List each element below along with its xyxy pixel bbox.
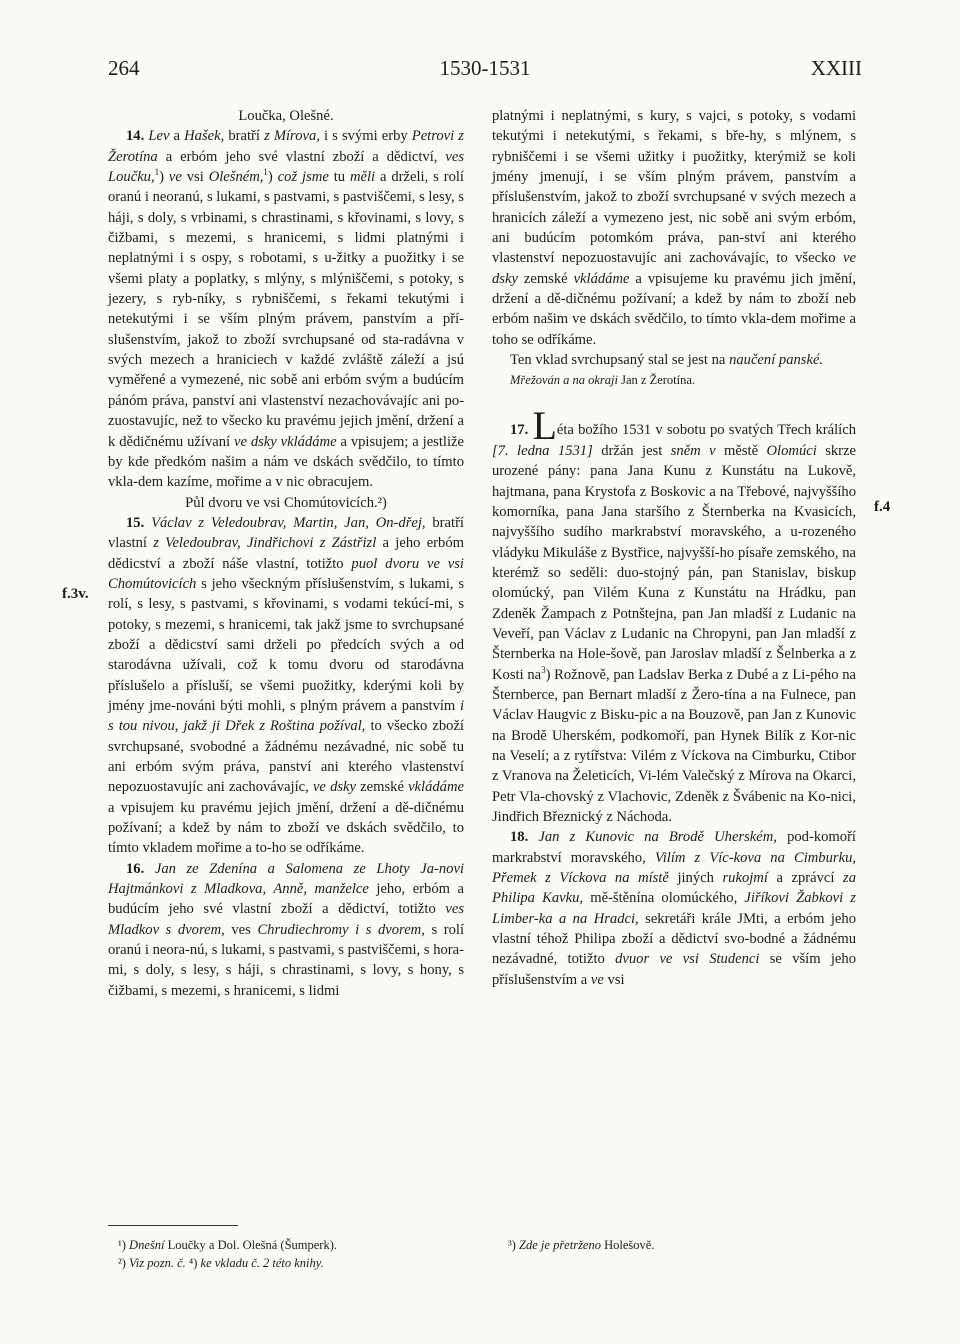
- footnote-1: [118, 1236, 458, 1254]
- left-column: [108, 106, 464, 1001]
- footnotes-left: [118, 1236, 458, 1272]
- footnote-2-mark: ²): [118, 1256, 126, 1270]
- chapter-number: XXIII: [810, 56, 862, 80]
- footnote-3-text: Zde je přetrženo Holešově.: [519, 1238, 655, 1252]
- footnote-1-text: Dnešní Loučky a Dol. Olešná (Šumperk).: [129, 1238, 337, 1252]
- paragraph-p18: 18. Jan z Kunovic na Brodě Uherském, pod-komoří markrabství moravského, Vilím z Víc-kova na Cimburku, Přemek z Víckova na místě jiných rukojmí a zprávcí za Philipa Kavku, mě-štěnína olomúckého, Jiříkovi Žabkovi z Limber-ka a na Hradci, sekretáři krále JMti, a erbóm jeho vlastní téhož Philipa zboží a dědictví svo-bodné a žádnému nezávadné, totižto dvuor ve vsi Studenci se vším jeho příslušenstvím a ve vsi: [492, 829, 857, 988]
- footnote-2-text: Viz pozn. č. ⁴) ke vkladu č. 2 této knihy.: [129, 1256, 324, 1270]
- paragraph-p16: 16. Jan ze Zdenína a Salomena ze Lhoty Ja-novi Hajtmánkovi z Mladkova, Anně, manželce jeho, erbóm a budúcím jeho své vlastní zboží a dědictví, totižto ves Mladkov s dvorem, ves Chrudiechromy i s dvorem, s rolí oranú i neora-nú, s lukami, s pastvami, s pastviščemi, s hora-mi, s doly, s lesy, s háji, s chrastinami, s lovy, s hony, s čižbami, s mezemi, s hranicemi, s lidmi: [108, 860, 464, 999]
- paragraph-p17: 17. Léta božího 1531 v sobotu po svatých Třech králích [7. ledna 1531] držán jest sněm v městě Olomúci skrze urozené pány: pana Jana Kunu z Kunstátu na Lukově, hajtmana, pana Krystofa z Boskovic a na Třebové, najvyššího komorníka, pana Jana staršího z Šternberka na Kvasicích, najvyššího sudího markrabství moravského, a u-rozeného vládyku Mikuláše z Bystřice, najvyšší-ho písaře zemského, na kterémž so seděli: duo-stojný pán, pan Stanislav, biskup olomúcký, pan Vilém Kuna z Kunstátu na Hrádku, pan Zdeněk Žampach z Potnštejna, pan Jan mladší z Ludanic na Veveří, pan Václav z Ludanic na Chropyni, pan Jan mladší z Šternberka na Hole-šově, pan Jaroslav mladší z Šelnberka a z Kosti $na^3$) Rožnově, pan Ladslav Berka z Dubé a z Li-pého na Šternberce, pan Bernart mladší z Žero-tína a na Fulnece, pan Václav Haugvic z Bisku-pic a na Bouzově, pan Jan z Kunovic na Brodě Uherském, podkomoří, pan Hynek Bilík z Kor-nic na Veselí; a z rytířstva: Vilém z Víckova na Cimburku, Ctibor z Vranova na Želeticích, Vi-lém Valečský z Mírova na Okarci, Petr Vla-chovský z Vlachovic, Zdeněk z Švábenic na Ko-nici, Jindřich Březnický z Náchoda.: [492, 403, 856, 825]
- margin-note-folio-right: f.4: [874, 499, 891, 515]
- footnotes-right: [508, 1236, 848, 1254]
- paragraph-p16c: Ten vklad svrchupsaný stal se jest na naučení panské.: [510, 352, 824, 369]
- paragraph-p16b: platnými i neplatnými, s kury, s vajci, s potoky, s vodami tekutými i netekutými, s řekami, s bře-hy, s mlýnem, s rybniščemi i se všemi užitky i puožitky, kterýmiž se koli jmény jmenují, i se vším plným právem, panstvím a příslušenstvím, jakož to zboží svrchupsané v svých mezech a hranicích záleží a vymezeno jest, nic sobě ani svým erbóm, ani budúcím potomkóm práva, pan-ství ani kterého vlastenství nepozuostavujíc ani zachovávajíc, to všecko ve dsky zemské vkládáme a vpisujeme ku pravému jich jmění, držení a dě-dičnému požívaní; a kdež by nám to zboží neb erbóm našim ve dskách svědčilo, to tímto vkla-dem mořime a toho se odříkáme.: [492, 108, 856, 348]
- right-column: [492, 106, 856, 990]
- page-header: [108, 56, 862, 86]
- footnote-1-mark: ¹): [118, 1238, 126, 1252]
- paragraph-p15: 15. Václav z Veledoubrav, Martin, Jan, On-dřej, bratří vlastní z Veledoubrav, Jindřichovi z Zástřizl a jeho erbóm dědicství a zboží náše vlastní, totižto puol dvoru ve vsi Chomútovicích s jeho všeckným příslušenstvím, s lukami, s rolí, s lesy, s pastvami, s křovinami, s vodami tekúcí-mi, s potoky, s mezemi, s hranicemi, tak jakž jsme to svrchupsané zboží a dědicství sami drželi po předcích svých a od starodávna užívali, což k tomu dvoru od starodávna příslušelo a přísluší, se všemi puožitky, kderými koli by jmény jme-nováni býti mohli, s plným právem a panstvím i s tou nivou, jakž ji Dřek z Roština požíval, to všecko zboží svrchupsané, svobodné a žádnému nezávadné, nic sobě tu ani erbóm svým práva, panství ani kterého vlastenství nepozuostavujíc ani zachovávajíc, ve dsky zemské vkládáme a vpisujem ku pravému jejich jmění, držení a dě-dičnému požívaní; a kdež by nám to zboží ve dskách svědčilo, to tímto vkladem mořime a to-ho se odříkáme.: [108, 514, 464, 857]
- footnote-rule: [108, 1225, 238, 1226]
- footnote-3-mark: ³): [508, 1238, 516, 1252]
- page-number: 264: [108, 56, 140, 80]
- running-head-years: 1530-1531: [439, 56, 531, 80]
- paragraph-t2: Půl dvoru ve vsi Chomútovicích.²): [185, 494, 387, 511]
- paragraph-n1: Mřežován a na okraji Jan z Žerotína.: [510, 373, 696, 388]
- footnote-3: [508, 1236, 848, 1254]
- margin-note-folio-left: f.3v.: [62, 586, 89, 602]
- paragraph-t1: Loučka, Olešné.: [238, 108, 334, 124]
- footnote-2: [118, 1254, 458, 1272]
- paragraph-p14: 14. Lev a Hašek, bratří z Mírova, i s svými erby Petrovi z Žerotína a erbóm jeho své vlastní zboží a dědictví, ves Loučku,$^1$) ve vsi Olešném,$^1$) což jsme tu měli a drželi, s rolí oranú i neoranú, s lukami, s pastvami, s pastviščemi, s lesy, s háji, s doly, s vrbinami, s chrastinami, s křovinami, s lovy, s čižbami, s mezemi, s hranicemi, s lidmi platnými i neplatnými i s ospy, s robotami, s u-žitky a puožitky i se všemi platy a poplatky, s mlýny, s mlýniščemi, s potoky, s jezery, s ryb-níky, s rybniščemi, s řekami tekutými i netekutými i se vším plným právem, panstvím a pří-slušenstvím, jakož to zboží svrchupsané od sta-radávna v svých mezech a hraniciech v každé zvláště záleží a jsú vyměřené a vymezené, nic sobě ani erbóm svým a budúcím pánóm práva, panství ani vlastenství nezachovávajíc ani po-zuostavujíc, než to všecko ku pravému jejich jmění, držení a k dědičnému užívaní ve dsky vkládáme a vpisujem; a jestliže by kde předkóm našim a nám ve dskách svědčilo, to tímto vkla-dem kazíme, mořime a v nic obracujem.: [108, 128, 464, 491]
